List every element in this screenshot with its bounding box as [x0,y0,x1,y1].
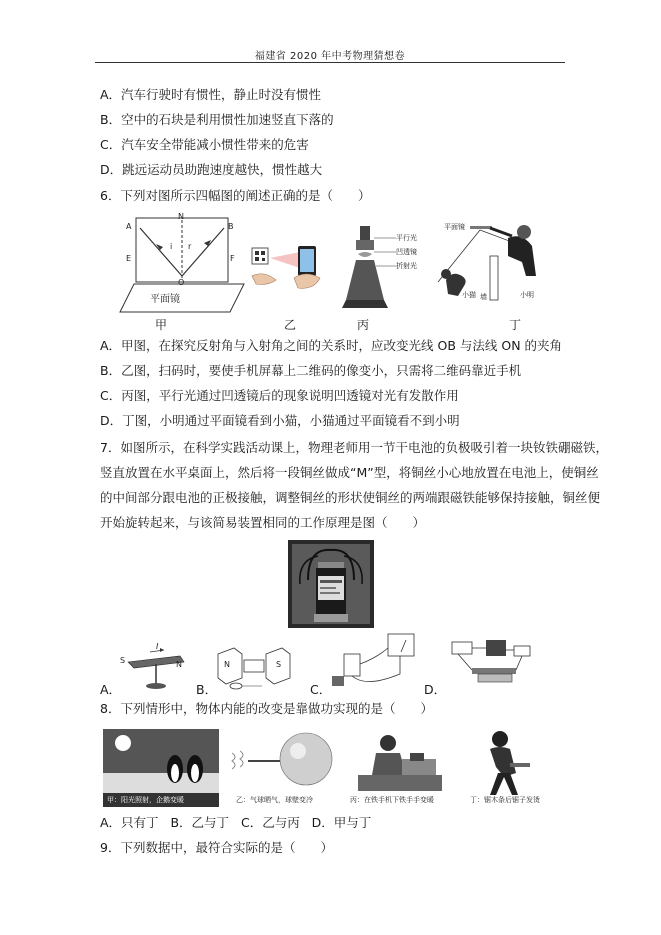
q7-battery-photo [288,540,374,628]
q6-stem: 6．下列对图所示四幅图的阐述正确的是（ ） [100,188,371,203]
pole-n-a: N [176,660,182,669]
page-header: 福建省 2020 年中考物理猜想卷 [254,51,406,62]
letter-f: F [230,254,235,263]
q8-option-b: B．乙与丁 [170,815,230,830]
q8-option-a: A．只有丁 [100,815,159,830]
caption-q8-ding: 丁：锯木条后锯子发烫 [470,796,540,804]
q8-option-d: D．甲与丁 [311,815,372,830]
mirror-label: 平面镜 [150,294,180,305]
label-xiaoming: 小明 [520,291,534,299]
q8-figure-ding [460,727,564,807]
q5-option-b: B．空中的石块是利用惯性加速竖直下落的 [100,112,334,127]
q5-option-a: A．汽车行驶时有惯性，静止时没有惯性 [100,87,322,102]
label-concave-lens: 凹透镜 [396,248,417,256]
caption-jia: 甲 [155,318,168,332]
label-cat: 小猫 [462,291,476,299]
q6-option-a: A．甲图，在探究反射角与入射角之间的关系时，应改变光线 OB 与法线 ON 的夹角 [100,338,563,353]
q8-figure-yi [228,729,340,807]
label-wall: 墙 [480,293,487,301]
caption-q8-jia: 甲：阳光照射，企鹅变暖 [107,796,184,804]
q7-figure-b [214,642,294,692]
letter-e: E [126,254,132,263]
q7-stem-line-4: 开始旋转起来，与该简易装置相同的工作原理是图（ ） [100,515,426,530]
caption-bing: 丙 [357,318,370,332]
q5-option-c: C．汽车安全带能减小惯性带来的危害 [100,137,309,152]
q7-option-b-letter: B． [196,682,218,697]
caption-q8-bing: 丙：在铁手机下铁手手变暖 [350,796,434,804]
q6-figure-ding [432,222,542,314]
q6-figure-bing [340,220,440,312]
q9-stem: 9．下列数据中，最符合实际的是（ ） [100,840,333,855]
label-refracted-light: 折射光 [396,262,417,270]
letter-b: B [228,222,234,231]
current-i-a: I [156,642,159,651]
header-rule [95,62,565,63]
letter-n: N [178,212,184,221]
caption-yi: 乙 [284,318,297,332]
q8-figure-jia [103,729,219,807]
caption-ding: 丁 [509,318,522,332]
q7-stem-line-3: 的中间部分跟电池的正极接触，调整铜丝的形状使铜丝的两端跟磁铁能够保持接触，铜丝便 [100,490,601,505]
q7-stem-line-2: 竖直放置在水平桌面上，然后将一段铜丝做成“M”型，将铜丝小心地放置在电池上，使铜丝 [100,465,599,480]
q5-option-d: D．跳远运动员助跑速度越快，惯性越大 [100,162,323,177]
q6-option-c: C．丙图，平行光通过凹透镜后的现象说明凹透镜对光有发散作用 [100,388,459,403]
q7-option-c-letter: C． [310,682,332,697]
q7-option-d-letter: D． [424,682,447,697]
angle-r: r [188,242,192,251]
letter-o: O [178,278,185,287]
pole-s-b: S [276,660,282,669]
q7-figure-c [326,628,426,692]
q6-figure-yi [250,236,330,300]
q7-stem-line-1: 7．如图所示，在科学实践活动课上，物理老师用一节干电池的负极吸引着一块钕铁硼磁铁， [100,440,608,455]
letter-a: A [126,222,132,231]
q6-option-b: B．乙图，扫码时，要使手机屏幕上二维码的像变小，只需将二维码靠近手机 [100,363,522,378]
pole-s-a: S [120,656,126,665]
q6-option-d: D．丁图，小明通过平面镜看到小猫，小猫通过平面镜看不到小明 [100,413,460,428]
q8-figure-bing [348,729,452,807]
q6-figure-jia [118,214,248,314]
q8-stem: 8．下列情形中，物体内能的改变是靠做功实现的是（ ） [100,701,433,716]
angle-i: i [170,242,173,251]
pole-n-b: N [224,660,230,669]
q7-figure-d [442,632,542,692]
caption-q8-yi: 乙：气球晒气，球壁变冷 [236,796,313,804]
label-plane-mirror: 平面镜 [444,223,465,231]
q7-option-a-letter: A． [100,682,122,697]
q8-options [100,815,371,831]
label-parallel-light: 平行光 [396,234,417,242]
q8-option-c: C．乙与丙 [240,815,300,830]
q7-figure-a [118,642,190,692]
